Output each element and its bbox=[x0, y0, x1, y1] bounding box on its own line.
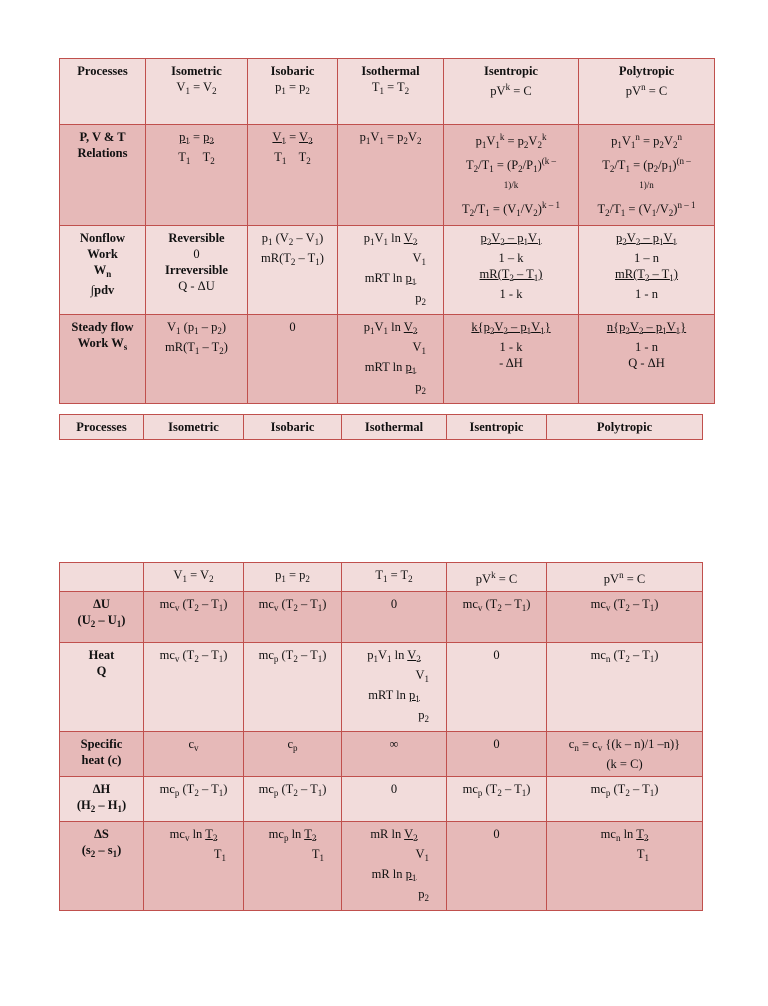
dh-isothermal: 0 bbox=[342, 777, 447, 822]
du-polytropic: $mc_v$ $(T_2 - T_1)$ bbox=[547, 592, 703, 643]
du-isentropic: $mc_v$ $(T_2 - T_1)$ bbox=[447, 592, 547, 643]
t2-polytropic: Polytropic bbox=[547, 415, 703, 440]
table1-row-steady bbox=[60, 315, 715, 404]
heat-isentropic: 0 bbox=[447, 643, 547, 732]
dh-label: ΔH $(H_2 - H_1)$ bbox=[60, 777, 144, 822]
specific-isometric: $c_v$ bbox=[144, 732, 244, 777]
steady-isentropic: $k\{p_2V_2 - p_1V_1\}$ 1 - k - ΔH bbox=[444, 315, 579, 404]
t3-header-blank bbox=[60, 563, 144, 592]
header-isothermal: Isothermal $T_1 = T_2$ bbox=[338, 59, 444, 125]
table3-header-row bbox=[60, 563, 703, 592]
nonflow-isometric: Reversible 0 Irreversible Q - ΔU bbox=[146, 226, 248, 315]
du-isometric: $mc_v$ $(T_2 - T_1)$ bbox=[144, 592, 244, 643]
nonflow-isentropic: $p_2V_2 - p_1V_1$ 1 – k $mR(T_2 - T_1)$ 1 - k bbox=[444, 226, 579, 315]
nonflow-isothermal: $p_1V_1$ $\ln V_2$ $V_1$ mRT $\ln p_1$ $p_2$ bbox=[338, 226, 444, 315]
t2-isentropic: Isentropic bbox=[447, 415, 547, 440]
header-isometric: Isometric $V_1 = V_2$ bbox=[146, 59, 248, 125]
header-isentropic: Isentropic $pV^k = C$ bbox=[444, 59, 579, 125]
heat-isometric: $mc_v$ $(T_2 - T_1)$ bbox=[144, 643, 244, 732]
ds-isobaric: $mc_p$ $\ln T_2$ $T_1$ bbox=[244, 822, 342, 911]
dh-isobaric: $mc_p$ $(T_2 - T_1)$ bbox=[244, 777, 342, 822]
nonflow-isobaric: $p_1$ $(V_2 - V_1)$ $mR(T_2 - T_1)$ bbox=[248, 226, 338, 315]
specific-isothermal: ∞ bbox=[342, 732, 447, 777]
nonflow-label: Nonflow Work $W_n$ ∫pdv bbox=[60, 226, 146, 315]
t3-row-du bbox=[60, 592, 703, 643]
heat-isobaric: $mc_p$ $(T_2 - T_1)$ bbox=[244, 643, 342, 732]
pvt-polytropic: $p_1V_1^n = p_2V_2^n$ $T_2/T_1 = (p_2/p_1)^{(n -}$ $^{1)/n}$ $T_2/T_1 = (V_1/V_2)^{n - 1}$ bbox=[579, 125, 715, 226]
du-isobaric: $mc_v$ $(T_2 - T_1)$ bbox=[244, 592, 342, 643]
du-isothermal: 0 bbox=[342, 592, 447, 643]
steady-isobaric: 0 bbox=[248, 315, 338, 404]
ds-isothermal: mR $\ln V_2$ $V_1$ mR $\ln p_1$ $p_2$ bbox=[342, 822, 447, 911]
t2-processes: Processes bbox=[60, 415, 144, 440]
t2-isometric: Isometric bbox=[144, 415, 244, 440]
ds-isentropic: 0 bbox=[447, 822, 547, 911]
dh-isometric: $mc_p$ $(T_2 - T_1)$ bbox=[144, 777, 244, 822]
header-isobaric: Isobaric $p_1 = p_2$ bbox=[248, 59, 338, 125]
t3-row-heat bbox=[60, 643, 703, 732]
dh-isentropic: $mc_p$ $(T_2 - T_1)$ bbox=[447, 777, 547, 822]
t3-row-dh bbox=[60, 777, 703, 822]
specific-isobaric: $c_p$ bbox=[244, 732, 342, 777]
header-processes: Processes bbox=[60, 59, 146, 125]
steady-label: Steady flow Work $W_s$ bbox=[60, 315, 146, 404]
specific-polytropic: $c_n = c_v$ {(k – n)/1 –n)} (k = C) bbox=[547, 732, 703, 777]
steady-isometric: $V_1$ $(p_1 - p_2)$ $mR(T_1 - T_2)$ bbox=[146, 315, 248, 404]
pvt-isometric: $p_1 = p_2$ $T_1$ $T_2$ bbox=[146, 125, 248, 226]
pvt-isobaric: $V_1 = V_2$ $T_1$ $T_2$ bbox=[248, 125, 338, 226]
t3-row-ds bbox=[60, 822, 703, 911]
nonflow-polytropic: $p_2V_2 - p_1V_1$ 1 – n $mR(T_2 - T_1)$ 1 - n bbox=[579, 226, 715, 315]
du-label: ΔU $(U_2 - U_1)$ bbox=[60, 592, 144, 643]
t3-header-isentropic: $pV^k = C$ bbox=[447, 563, 547, 592]
ds-isometric: $mc_v$ $\ln T_2$ $T_1$ bbox=[144, 822, 244, 911]
ds-polytropic: $mc_n$ $\ln T_2$ $T_1$ bbox=[547, 822, 703, 911]
heat-isothermal: $p_1V_1$ $\ln V_2$ $V_1$ mRT $\ln p_1$ $p_2$ bbox=[342, 643, 447, 732]
header-polytropic: Polytropic $pV^n = C$ bbox=[579, 59, 715, 125]
energy-properties-table bbox=[59, 562, 703, 911]
pvt-isothermal: $p_1V_1 = p_2V_2$ bbox=[338, 125, 444, 226]
specific-label: Specific heat (c) bbox=[60, 732, 144, 777]
table1-header-row bbox=[60, 59, 715, 125]
heat-polytropic: $mc_n$ $(T_2 - T_1)$ bbox=[547, 643, 703, 732]
t2-isothermal: Isothermal bbox=[342, 415, 447, 440]
specific-isentropic: 0 bbox=[447, 732, 547, 777]
t3-header-isothermal: $T_1 = T_2$ bbox=[342, 563, 447, 592]
pvt-label: P, V & T Relations bbox=[60, 125, 146, 226]
t3-row-specific bbox=[60, 732, 703, 777]
steady-polytropic: $n\{p_2V_2 - p_1V_1\}$ 1 - n Q - ΔH bbox=[579, 315, 715, 404]
table1-row-pvt bbox=[60, 125, 715, 226]
pvt-isentropic: $p_1V_1^k = p_2V_2^k$ $T_2/T_1 = (P_2/P_1)^{(k -}$ $^{1)/k}$ $T_2/T_1 = (V_1/V_2)^{k - 1}$ bbox=[444, 125, 579, 226]
table2-header-row bbox=[60, 415, 703, 440]
t3-header-polytropic: $pV^n = C$ bbox=[547, 563, 703, 592]
steady-isothermal: $p_1V_1$ $\ln V_2$ $V_1$ mRT $\ln p_1$ $p_2$ bbox=[338, 315, 444, 404]
heat-label: Heat Q bbox=[60, 643, 144, 732]
table1-row-nonflow bbox=[60, 226, 715, 315]
t2-isobaric: Isobaric bbox=[244, 415, 342, 440]
t3-header-isobaric: $p_1 = p_2$ bbox=[244, 563, 342, 592]
ds-label: ΔS $(s_2 - s_1)$ bbox=[60, 822, 144, 911]
t3-header-isometric: $V_1 = V_2$ bbox=[144, 563, 244, 592]
process-names-table bbox=[59, 414, 703, 440]
process-relations-table bbox=[59, 58, 715, 404]
dh-polytropic: $mc_p$ $(T_2 - T_1)$ bbox=[547, 777, 703, 822]
